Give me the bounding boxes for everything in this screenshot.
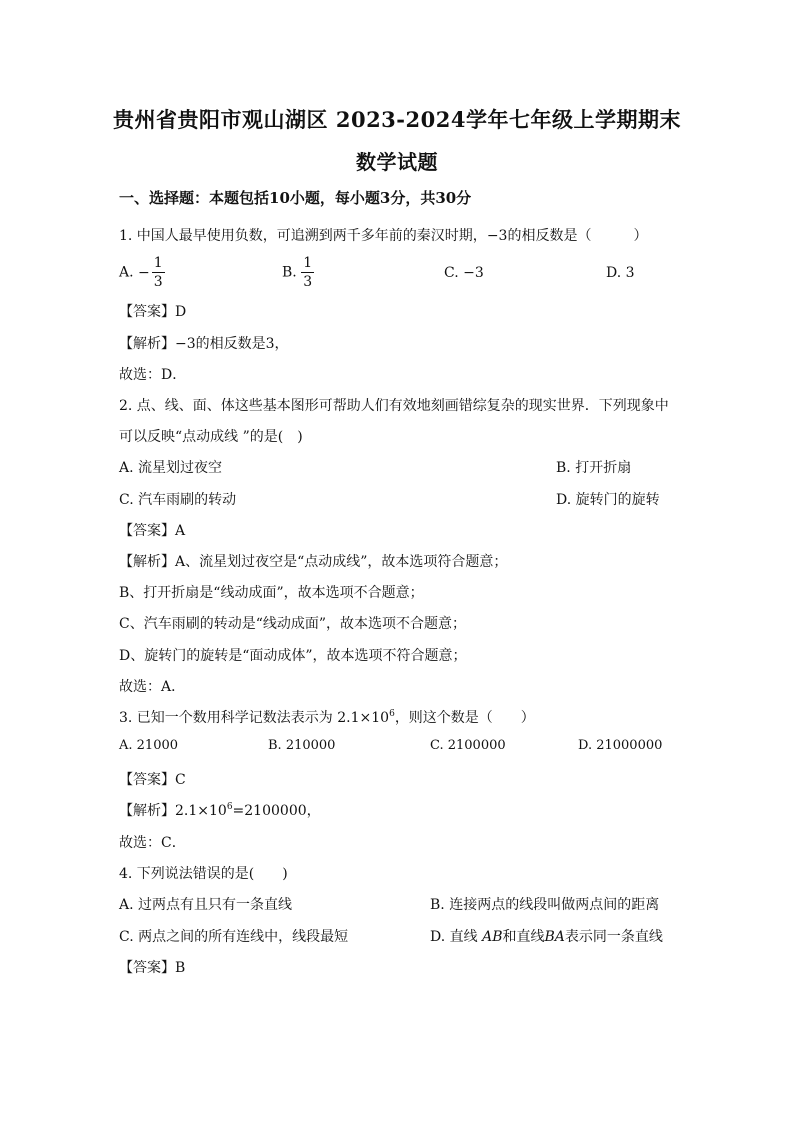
- numerator: 1: [153, 255, 163, 271]
- question-4-option-d: [430, 926, 663, 946]
- question-2-answer: 【答案】A: [119, 523, 186, 539]
- question-1-stem-end: 的相反数是（ ）: [507, 228, 648, 244]
- question-1-stem-text: 1. 中国人最早使用负数，可追溯到两千多年前的秦汉时期，: [119, 228, 487, 244]
- question-4-option-c: C. 两点之间的所有连线中，线段最短: [119, 929, 349, 945]
- option-label: B.: [282, 264, 297, 281]
- question-3-answer: 【答案】C: [119, 772, 186, 788]
- question-4-option-a: A. 过两点有且只有一条直线: [119, 897, 293, 913]
- fraction: [301, 254, 314, 291]
- question-3-stem-text: 3. 已知一个数用科学记数法表示为 2.1×10: [119, 710, 390, 726]
- numerator: 1: [303, 255, 313, 271]
- question-2-stem-line-2: 可以反映“点动成线 ”的是( ): [119, 429, 303, 445]
- question-1-answer: 【答案】D: [119, 304, 187, 320]
- question-2-analysis-2: B、打开折扇是“线动成面”，故本选项不合题意；: [119, 585, 424, 601]
- question-3-option-b: B. 210000: [268, 738, 336, 753]
- minus-sign: −: [138, 264, 150, 281]
- question-4-stem: 4. 下列说法错误的是( ): [119, 866, 288, 882]
- section-heading: 一、选择题：本题包括10小题，每小题3分，共30分: [119, 189, 472, 207]
- line-ab-label: AB: [482, 929, 503, 945]
- question-2-option-d: D. 旋转门的旋转: [556, 492, 660, 508]
- question-3-conclusion: 故选：C．: [119, 835, 186, 851]
- denominator: 3: [303, 274, 313, 290]
- fraction: [152, 254, 165, 291]
- question-1-option-a: [119, 254, 165, 291]
- exponent: 6: [389, 709, 395, 719]
- question-3-analysis: [119, 800, 321, 820]
- question-3-analysis-end: =2100000，: [232, 803, 321, 819]
- exponent: 6: [226, 802, 233, 812]
- question-1-number: −3: [486, 228, 508, 244]
- page-title: 贵州省贵阳市观山湖区 2023-2024学年七年级上学期期末: [113, 107, 681, 132]
- question-1-option-d: D. 3: [606, 265, 635, 281]
- page-subtitle: 数学试题: [356, 150, 438, 174]
- question-2-conclusion: 故选：A．: [119, 679, 186, 695]
- option-label: A.: [119, 264, 134, 281]
- question-2-analysis-4: D、旋转门的旋转是“面动成体”，故本选项不符合题意；: [119, 648, 467, 664]
- question-2-option-c: C. 汽车雨刷的转动: [119, 492, 237, 508]
- question-2-option-a: A. 流星划过夜空: [119, 460, 223, 476]
- option-d-end: 表示同一条直线: [564, 929, 663, 945]
- question-2-analysis-3: C、汽车雨刷的转动是“线动成面”，故本选项不合题意；: [119, 616, 467, 632]
- option-d-mid: 和直线: [502, 929, 545, 945]
- question-4-option-b: B. 连接两点的线段叫做两点间的距离: [430, 897, 660, 913]
- question-2-option-b: B. 打开折扇: [556, 460, 632, 476]
- question-3-stem-end: ，则这个数是（ ）: [394, 710, 535, 726]
- question-2-analysis-1: 【解析】A、流星划过夜空是“点动成线”，故本选项符合题意；: [119, 554, 508, 570]
- question-1-option-b: [282, 254, 314, 291]
- question-3-analysis-text: 【解析】2.1×10: [119, 803, 227, 819]
- option-d-text: D. 直线: [430, 929, 478, 945]
- question-2-stem-line-1: 2. 点、线、面、体这些基本图形可帮助人们有效地刻画错综复杂的现实世界．下列现象中: [119, 398, 669, 414]
- question-1-analysis: 【解析】−3的相反数是3，: [119, 336, 289, 352]
- question-1-stem: [119, 225, 647, 245]
- question-3-stem: [119, 707, 535, 727]
- question-1-conclusion: 故选：D．: [119, 367, 187, 383]
- question-3-option-a: A. 21000: [119, 738, 179, 753]
- question-4-answer: 【答案】B: [119, 960, 186, 976]
- question-3-option-d: D. 21000000: [578, 738, 663, 753]
- denominator: 3: [153, 274, 163, 290]
- question-3-option-c: C. 2100000: [430, 738, 506, 753]
- question-1-option-c: C. −3: [444, 265, 484, 281]
- line-ba-label: BA: [544, 929, 565, 945]
